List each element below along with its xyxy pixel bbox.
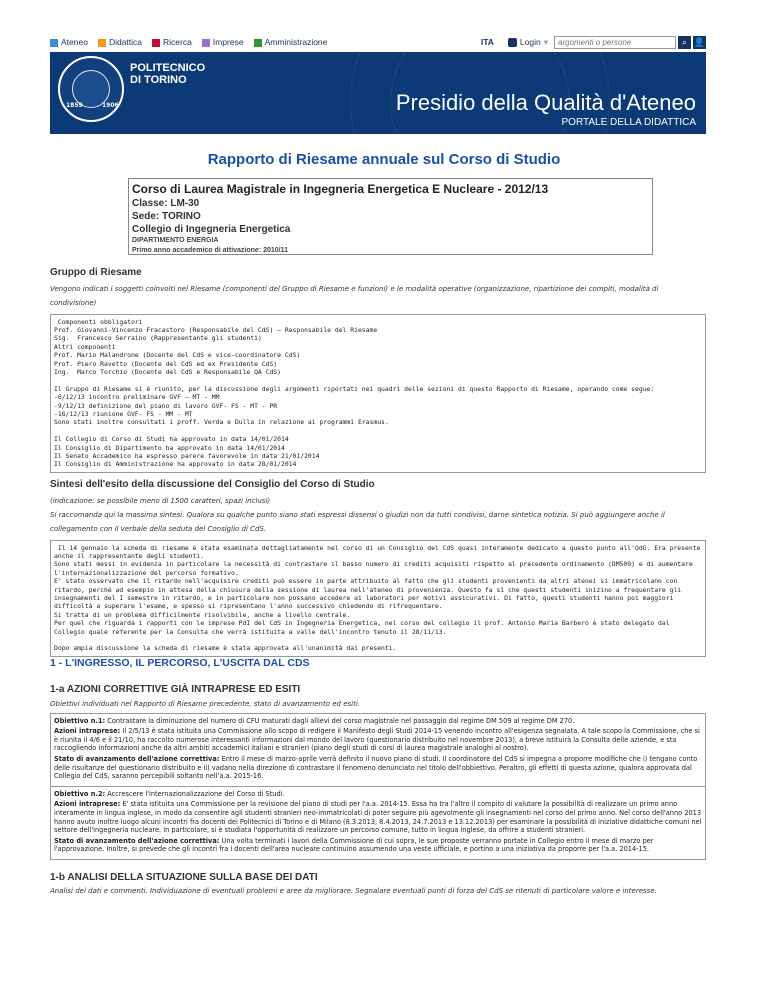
nav-item-amministrazione[interactable]: Amministrazione [254,37,328,48]
nav-item-imprese[interactable]: Imprese [202,37,244,48]
university-logo[interactable] [58,56,124,122]
top-navigation [50,34,706,52]
section-1a-heading: 1-a AZIONI CORRETTIVE GIÀ INTRAPRESE ED ESITI [50,684,301,696]
square-icon [98,39,106,47]
user-icon[interactable]: 👤 [693,37,706,47]
square-icon [202,39,210,47]
header-banner [50,52,706,134]
portal-title: Presidio della Qualità d'Ateneo [395,90,696,115]
section-description: Si raccomanda qui la massima sintesi. Qualora su qualche punto siano stati espressi dissensi o giudizi non da tutti condivisi, darne sintetica notizia. Si può aggiungere anche il collegamento con il verbale della seduta del Consiglio di CdS. [50,510,665,533]
section-1 [50,656,706,898]
course-info-box [128,178,653,255]
language-selector[interactable]: ITA [480,36,494,47]
course-seat: Sede: TORINO [132,211,201,223]
gruppo-section [50,266,706,473]
nav-item-ricerca[interactable]: Ricerca [152,37,192,48]
chevron-down-icon: ▾ [543,36,548,47]
objective-1-box: Obiettivo n.1: Contrastare la diminuzione del numero di CFU maturati dagli allievi del corso magistrale nel passaggio dal regime DM 509 al regime DM 270. Azioni intraprese: Il 2/5/13 è stata istituita una Commissione allo scopo di redigere il Manifesto degli Studi 2014-15 venendo incontro all'esigenza segnalata. A tale scopo la Commissione, che si è riunita il 4/6 e il 21/10, ha raccolto numerose interessanti informazioni dal mondo del lavoro (questionario distribuito nel novembre 2013), a breve istituirà la Consulta delle aziende, e sta raccogliendo informazioni anche da altri ambiti accademici italiani e stranieri (piano degli studi di corsi di laurea magistrale analoghi al nostro). Stato di avanzamento dell'azione correttiva: Entro il mese di marzo-aprile verrà definito il nuovo piano di studi. Il coordinatore del CdS si impegna a proporre modifiche che i) tengano conto delle risultanze del questionario distribuito e ii) vadano nella direzione di contrastare il fenomeno denunciato nel titolo dell'obbiettivo. Peraltro, gli effetti di questa azione, qualora approvata dal Collegio del CdS, saranno percepibili soltanto nell'a.a. 2015-16. [50,713,706,786]
course-collegio: Collegio di Ingegneria Energetica [132,224,291,236]
section-note: (indicazione: se possibile meno di 1500 caratteri, spazi inclusi) [50,496,271,505]
login-button[interactable]: Login ▾ [508,37,548,48]
section-1b-description: Analisi dei dati e commenti. Individuazione di eventuali problemi e aree da migliorare. Segnalare eventuali punti di forza del CdS se ritenuti di particolare valore e interesse. [50,887,657,896]
nav-item-didattica[interactable]: Didattica [98,37,142,48]
square-icon [254,39,262,47]
gruppo-text-box: Componenti obbligatori Prof. Giovanni-Vincenzo Fracastoro (Responsabile del CdS) – Responsabile del Riesame Sig. Francesco Serraino (Rappresentante gli studenti) Altri componenti Prof. Mario Malandrone (Docente del CdS e vice-coordinatore CdS) Prof. Piero Ravetto (Docente del CdS ed ex Presidente CdS) Ing. Marco Torchio (Docente del CdS e Responsabile QA CdS) Il Gruppo di Riesame si è riunito, per la discussione degli argomenti riportati nei quadri delle sezioni di questo Rapporto di Riesame, operando come segue: -6/12/13 incontro preliminare GVF – MT - MM -9/12/13 definizione del piano di lavoro GVF- FS - MT - PR -16/12/13 riunione GVF- FS - MM - MT Sono stati inoltre consultati i proff. Verda e Dulla in relazione ai programmi Erasmus. Il Collegio di Corso di Studi ha approvato in data 14/01/2014 Il Consiglio di Dipartimento ha approvato in data 14/01/2014 Il Senato Accademico ha espresso parere favorevole in data 21/01/2014 Il Consiglio di Amministrazione ha approvato in data 28/01/2014 [50,314,706,473]
objective-2-box: Obiettivo n.2: Accrescere l'internazionalizzazione del Corso di Studi. Azioni intraprese: E' stata istituita una Commissione per la revisione del piano di studi per l'a.a. 2014-15. Essa ha tra l'altro il compito di valutare la possibilità di realizzare un primo anno interamente in lingua inglese, in modo da consentire agli studenti stranieri neo-immatricolati di poter seguire più agevolmente gli insegnamenti nel corso del primo anno. Nel corso dell'anno 2013 hanno avuto inoltre luogo alcuni incontri fra docenti dei Politecnici di Torino e di Milano (8.3.2013, 8.4.2013, 24.7.2013 e 13.12.2013) per esaminare la possibilità di iniziative didattiche comuni nel settore dell'ingegneria nucleare. In particolare, si è studiata l'opportunità di realizzare un percorso comune, tutto in lingua inglese, da offrire a studenti stranieri. Stato di avanzamento dell'azione correttiva: Una volta terminati i lavori della Commissione di cui sopra, le sue proposte verranno portate in Collegio entro il mese di marzo per l'approvazione. Inoltre, si prevede che gli incontri fra i docenti dell'area nucleare continuino assumendo una veste ufficiale, e portino a una iniziativa da proporre per l'a.a. 2014-15. [50,786,706,860]
square-icon [50,39,58,47]
section-1b-heading: 1-b ANALISI DELLA SITUAZIONE SULLA BASE DEI DATI [50,871,318,883]
section-1a-description: Obiettivi individuati nel Rapporto di Riesame precedente, stato di avanzamento ed esiti. [50,699,361,708]
course-title: Corso di Laurea Magistrale in Ingegneria Energetica E Nucleare - 2012/13 [132,182,549,196]
lock-icon [508,38,517,47]
section-description: Vengono indicati i soggetti coinvolti nel Riesame (componenti del Gruppo di Riesame e funzioni) e le modalità operative (organizzazione, ripartizione dei compiti, modalità di condivisione) [50,284,659,307]
section-1-heading: 1 - L'INGRESSO, IL PERCORSO, L'USCITA DAL CDS [50,657,310,669]
search-icon[interactable]: ⌕ [678,36,691,49]
sintesi-section [50,478,706,657]
course-first-year: Primo anno accademico di attivazione: 2010/11 [132,247,289,255]
section-heading: Sintesi dell'esito della discussione del Consiglio del Corso di Studio [50,479,375,490]
search-input[interactable] [554,36,676,49]
portal-subtitle: PORTALE DELLA DIDATTICA [561,117,696,128]
sintesi-text-box: Il 14 gennaio la scheda di riesame è stata esaminata dettagliatamente nel corso di un Consiglio del CdS quasi interamente dedicato a questo punto all'OdG. Era presente anche il rappresentante degli studenti. Sono stati messi in evidenza in particolare la necessità di contrastare il basso numero di crediti acquisiti rispetto al precedente ordinamento (DM509) e di aumentare l'internazionalizzazione del percorso formativo. E' stato osservato che il ritardo nell'acquisire crediti può essere in parte attribuito al fatto che gli studenti provenienti da altri atenei si immatricolano con ritardo, perché ad esempio in attesa della chiusura della sessione di laurea nell'ateneo di provenienza. Questo fa sì che questi studenti inizino a frequentare gli insegnamenti del I semestre in ritardo, e in particolare non possano accedere ai laboratori per motivi assicurativi. Di fatto, questi studenti hanno poi maggiori difficoltà a superare l'esame, e spesso si ripresentano l'anno successivo chiedendo di rifrequentare. Si tratta di un problema difficilmente risolvibile, anche a livello centrale. Per quel che riguarda i rapporti con le imprese PdI del CdS in Ingegneria Energetica, nel corso del collegio il prof. Antonio Maria Barbero è stato delegato dal Collegio quale referente per la Consulta che verrà istituita a valle dell'incontro tenuto il 28/11/13. Dopo ampia discussione la scheda di riesame è stata approvata all'unanimità dai presenti. [50,540,706,657]
university-name: POLITECNICO DI TORINO [130,62,206,86]
page-title: Rapporto di Riesame annuale sul Corso di Studio [207,151,561,168]
nav-item-ateneo[interactable]: Ateneo [50,37,88,48]
course-class: Classe: LM-30 [132,198,200,210]
logo-year-left: 1859 [66,102,83,109]
square-icon [152,39,160,47]
course-department: DIPARTIMENTO ENERGIA [132,237,219,245]
section-heading: Gruppo di Riesame [50,267,142,278]
logo-year-right: 1906 [102,102,119,109]
